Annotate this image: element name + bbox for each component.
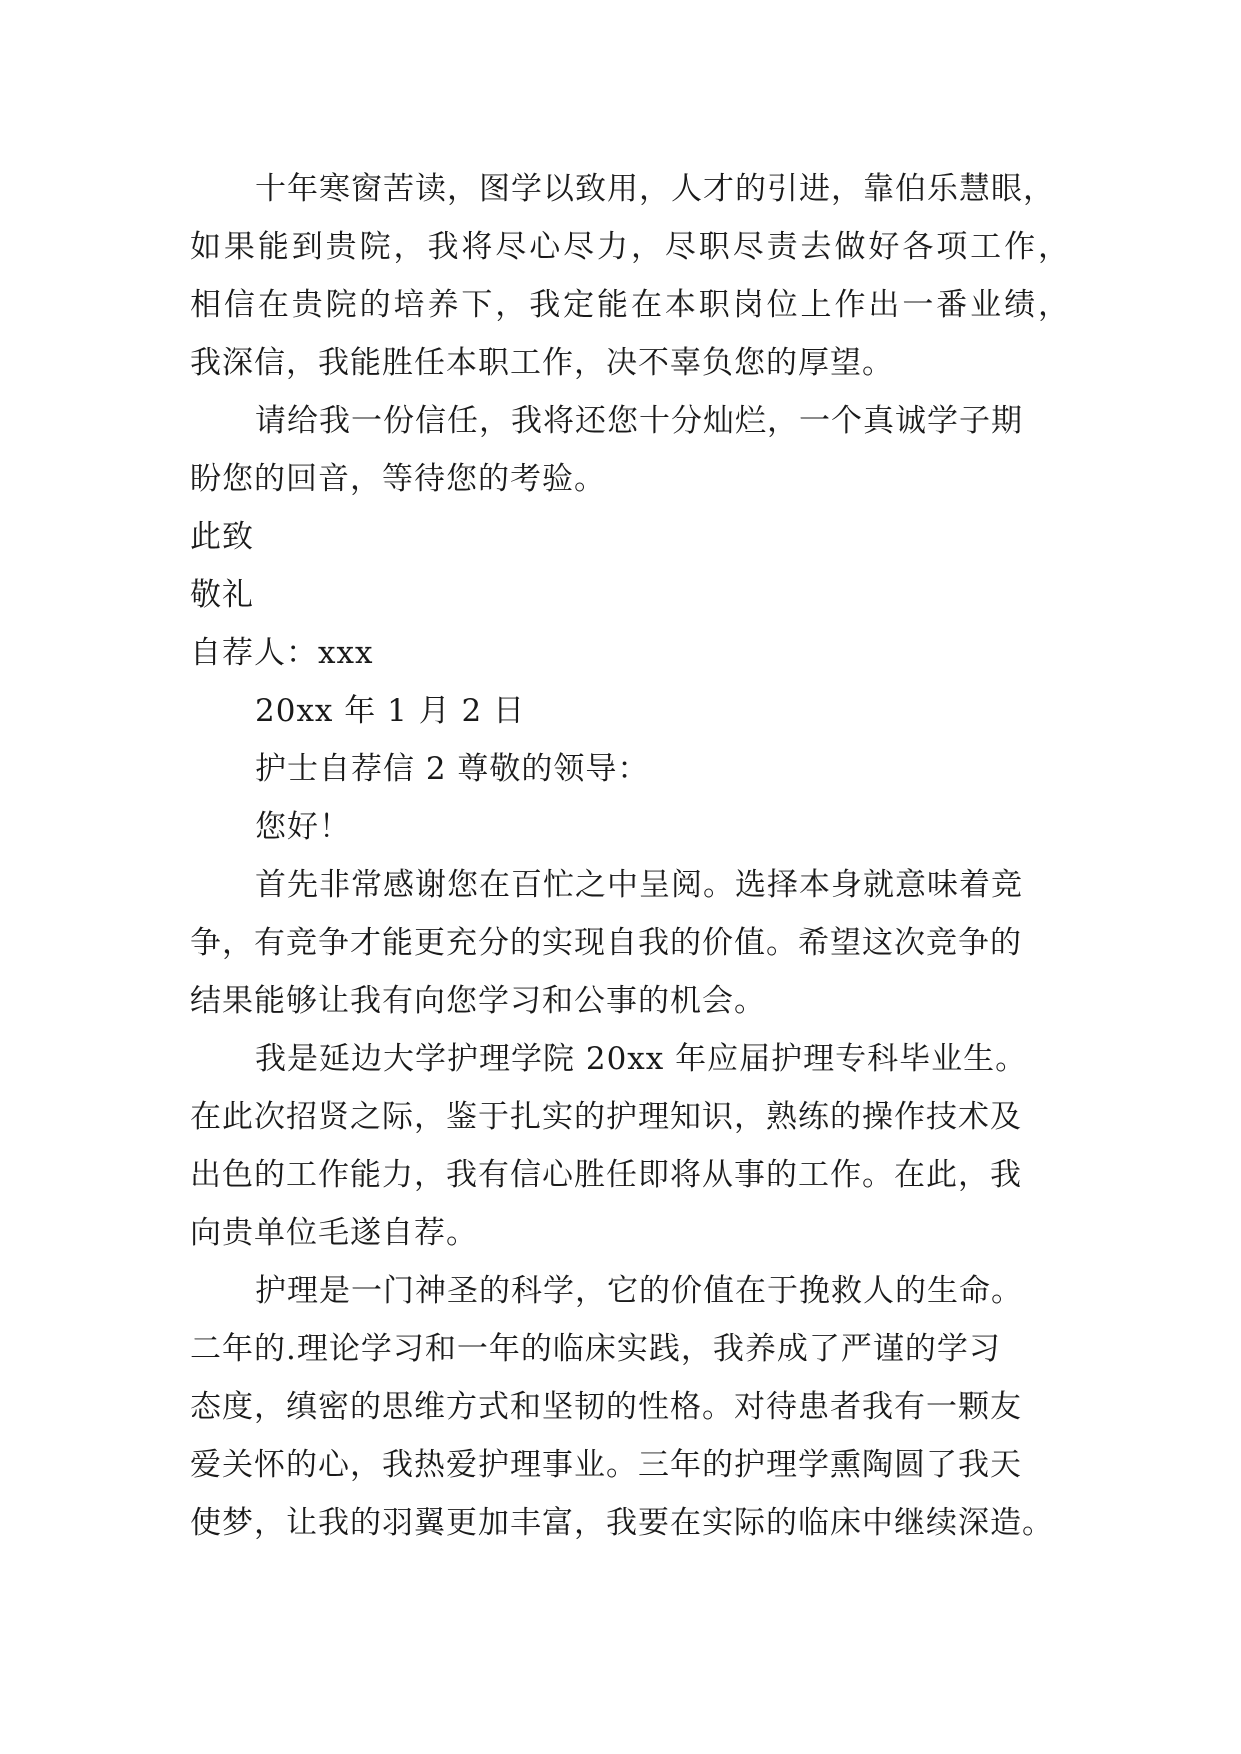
- paragraph-line: 使梦，让我的羽翼更加丰富，我要在实际的临床中继续深造。: [190, 1505, 1054, 1541]
- greeting-line: 您好！: [255, 809, 351, 845]
- paragraph-line: 如果能到贵院，我将尽心尽力，尽职尽责去做好各项工作，: [190, 229, 1070, 265]
- paragraph-line: 态度，缜密的思维方式和坚韧的性格。对待患者我有一颗友: [190, 1389, 1022, 1425]
- paragraph-line: 二年的.理论学习和一年的临床实践，我养成了严谨的学习: [190, 1331, 1001, 1367]
- paragraph-line: 向贵单位毛遂自荐。: [190, 1215, 478, 1251]
- paragraph-line: 相信在贵院的培养下，我定能在本职岗位上作出一番业绩，: [190, 287, 1070, 323]
- paragraph-line: 爱关怀的心，我热爱护理事业。三年的护理学熏陶圆了我天: [190, 1447, 1022, 1483]
- date-line: 20xx 年 1 月 2 日: [255, 693, 526, 729]
- paragraph-line: 请给我一份信任，我将还您十分灿烂，一个真诚学子期: [255, 403, 1023, 439]
- paragraph-line: 争，有竞争才能更充分的实现自我的价值。希望这次竞争的: [190, 925, 1022, 961]
- paragraph-line: 结果能够让我有向您学习和公事的机会。: [190, 983, 766, 1019]
- closing-salutation: 此致: [190, 519, 254, 555]
- document-body: [190, 160, 1070, 1552]
- paragraph-line: 我深信，我能胜任本职工作，决不辜负您的厚望。: [190, 345, 894, 381]
- paragraph-line: 盼您的回音，等待您的考验。: [190, 461, 606, 497]
- signature-line: 自荐人：xxx: [190, 635, 374, 671]
- paragraph-line: 护理是一门神圣的科学，它的价值在于挽救人的生命。: [255, 1273, 1023, 1309]
- paragraph-line: 首先非常感谢您在百忙之中呈阅。选择本身就意味着竞: [255, 867, 1023, 903]
- paragraph-line: 十年寒窗苦读，图学以致用，人才的引进，靠伯乐慧眼，: [255, 171, 1055, 207]
- paragraph-line: 在此次招贤之际，鉴于扎实的护理知识，熟练的操作技术及: [190, 1099, 1022, 1135]
- paragraph-line: 出色的工作能力，我有信心胜任即将从事的工作。在此，我: [190, 1157, 1022, 1193]
- closing-regards: 敬礼: [190, 577, 254, 613]
- letter-heading: 护士自荐信 2 尊敬的领导：: [255, 751, 650, 787]
- paragraph-line: 我是延边大学护理学院 20xx 年应届护理专科毕业生。: [255, 1041, 1028, 1077]
